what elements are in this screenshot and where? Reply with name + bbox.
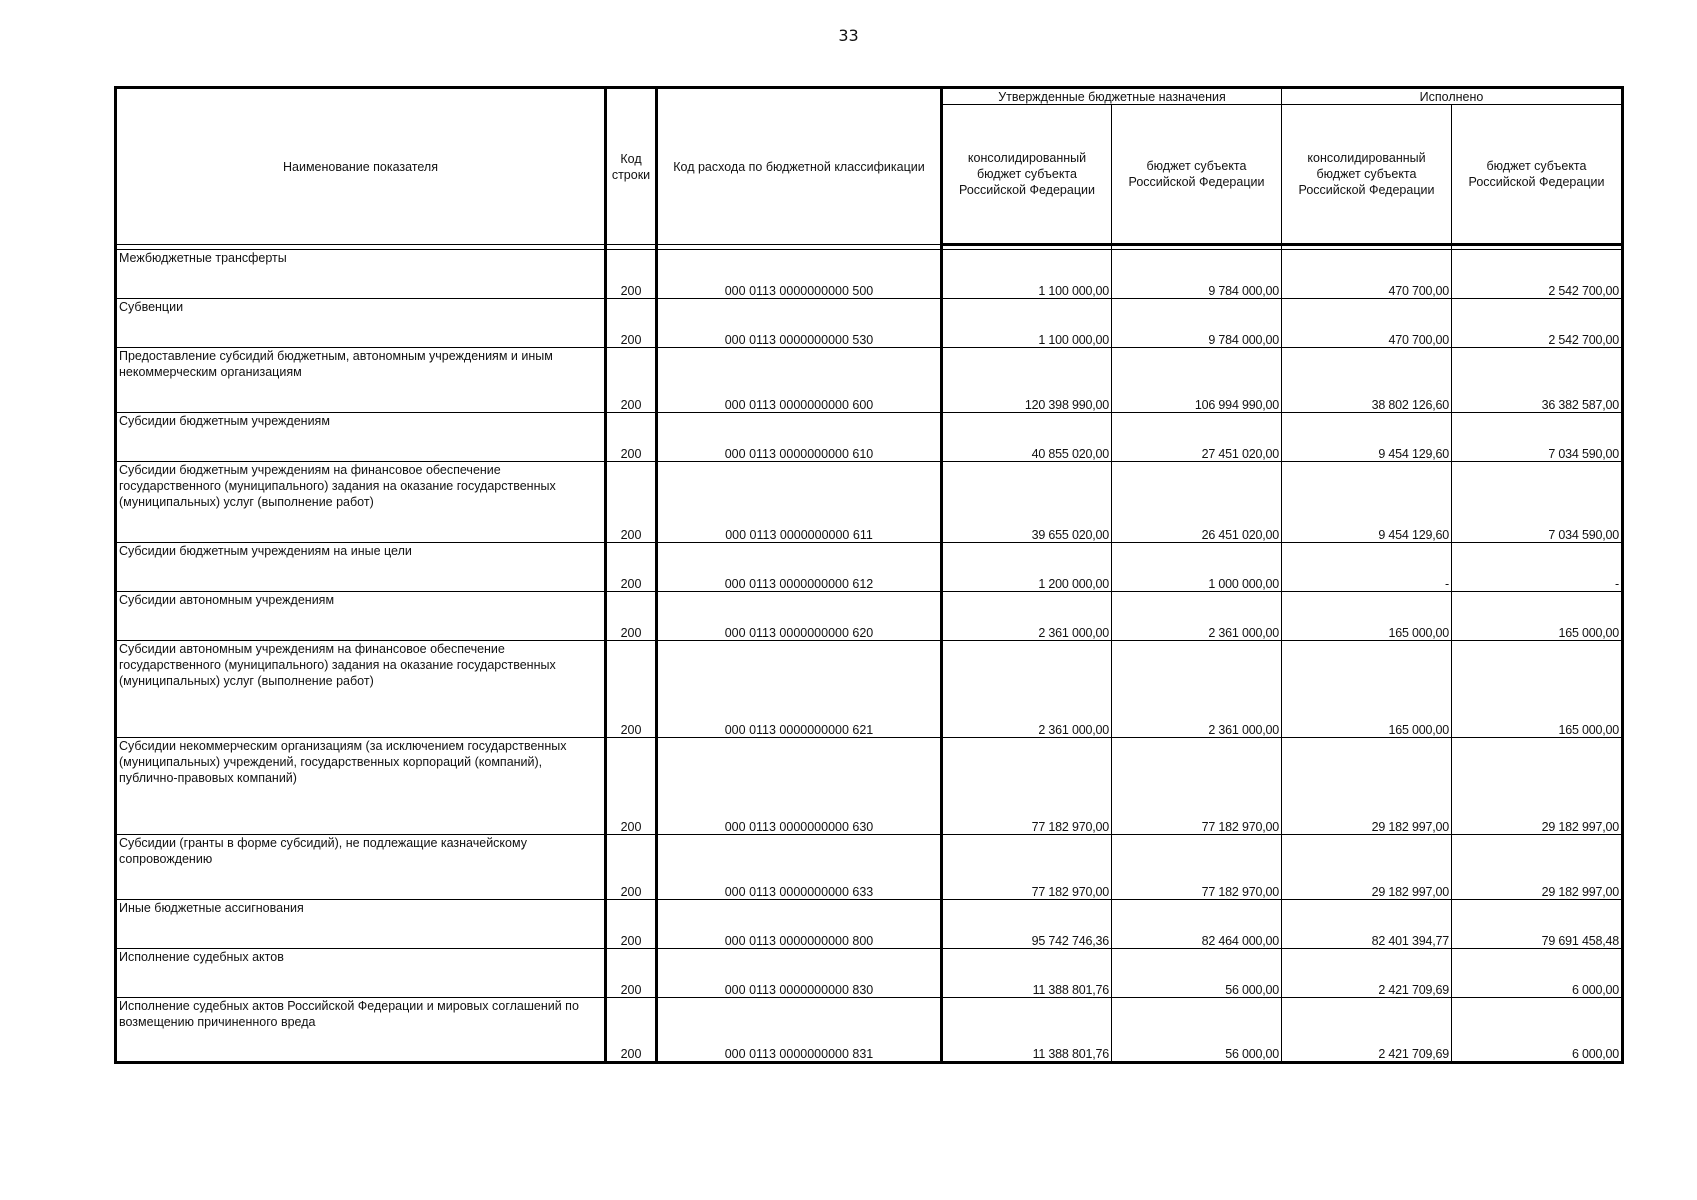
row-name-cell: Межбюджетные трансферты: [116, 250, 606, 299]
row-executed-consolidated-cell: 2 421 709,69: [1282, 949, 1452, 998]
row-name-cell: Исполнение судебных актов Российской Федерации и мировых соглашений по возмещению причиненного вреда: [116, 998, 606, 1063]
row-approved-subject-cell: 9 784 000,00: [1112, 250, 1282, 299]
header-row-code: [606, 88, 657, 245]
row-executed-subject-cell: -: [1452, 543, 1623, 592]
row-name-cell: Иные бюджетные ассигнования: [116, 900, 606, 949]
row-approved-subject-cell: 2 361 000,00: [1112, 592, 1282, 641]
row-line-code-cell: 200: [606, 250, 657, 299]
row-approved-subject-cell: 9 784 000,00: [1112, 299, 1282, 348]
row-line-code-cell: 200: [606, 462, 657, 543]
header-text-line: Российской Федерации: [1128, 175, 1265, 189]
row-approved-subject-cell: 27 451 020,00: [1112, 413, 1282, 462]
row-approved-consolidated-cell: 120 398 990,00: [942, 348, 1112, 413]
row-budget-code-cell: 000 0113 0000000000 612: [657, 543, 942, 592]
row-line-code-cell: 200: [606, 949, 657, 998]
row-executed-consolidated-cell: 165 000,00: [1282, 641, 1452, 738]
header-group-executed: Исполнено: [1282, 88, 1623, 105]
table-row: [116, 738, 1623, 835]
row-line-code-cell: 200: [606, 998, 657, 1063]
header-text-line: консолидированный: [967, 151, 1087, 165]
row-name-cell: Исполнение судебных актов: [116, 949, 606, 998]
row-approved-subject-cell: 77 182 970,00: [1112, 738, 1282, 835]
row-budget-code-cell: 000 0113 0000000000 633: [657, 835, 942, 900]
table-row: [116, 998, 1623, 1063]
row-budget-code-cell: 000 0113 0000000000 800: [657, 900, 942, 949]
row-executed-consolidated-cell: 82 401 394,77: [1282, 900, 1452, 949]
header-text-line: Российской Федерации: [959, 183, 1095, 197]
row-approved-consolidated-cell: 2 361 000,00: [942, 641, 1112, 738]
table-row: [116, 299, 1623, 348]
row-executed-consolidated-cell: 9 454 129,60: [1282, 462, 1452, 543]
row-approved-subject-cell: 56 000,00: [1112, 949, 1282, 998]
row-executed-subject-cell: 6 000,00: [1452, 949, 1623, 998]
row-approved-consolidated-cell: 1 100 000,00: [942, 250, 1112, 299]
row-name-cell: Субвенции: [116, 299, 606, 348]
table-row: [116, 592, 1623, 641]
row-approved-subject-cell: 82 464 000,00: [1112, 900, 1282, 949]
header-group-approved: Утвержденные бюджетные назначения: [942, 88, 1282, 105]
header-text-line: бюджет субъекта: [977, 167, 1077, 181]
row-line-code-cell: 200: [606, 900, 657, 949]
row-executed-subject-cell: 36 382 587,00: [1452, 348, 1623, 413]
row-executed-subject-cell: 29 182 997,00: [1452, 738, 1623, 835]
row-budget-code-cell: 000 0113 0000000000 500: [657, 250, 942, 299]
row-executed-subject-cell: 6 000,00: [1452, 998, 1623, 1063]
row-approved-subject-cell: 2 361 000,00: [1112, 641, 1282, 738]
row-approved-consolidated-cell: 77 182 970,00: [942, 738, 1112, 835]
row-line-code-cell: 200: [606, 348, 657, 413]
row-name-cell: Субсидии бюджетным учреждениям на финансовое обеспечение государственного (муниципального) задания на оказание государственных (муниципальных) услуг (выполнение работ): [116, 462, 606, 543]
row-line-code-cell: 200: [606, 835, 657, 900]
row-approved-subject-cell: 1 000 000,00: [1112, 543, 1282, 592]
row-name-cell: Субсидии некоммерческим организациям (за исключением государственных (муниципальных) учреждений, государственных корпораций (компаний), публично-правовых компаний): [116, 738, 606, 835]
row-budget-code-cell: 000 0113 0000000000 620: [657, 592, 942, 641]
row-executed-consolidated-cell: 38 802 126,60: [1282, 348, 1452, 413]
row-executed-consolidated-cell: -: [1282, 543, 1452, 592]
row-approved-subject-cell: 56 000,00: [1112, 998, 1282, 1063]
row-executed-consolidated-cell: 9 454 129,60: [1282, 413, 1452, 462]
table-row: [116, 835, 1623, 900]
header-row-code-line2: строки: [611, 167, 651, 182]
row-executed-subject-cell: 79 691 458,48: [1452, 900, 1623, 949]
row-executed-subject-cell: 165 000,00: [1452, 641, 1623, 738]
row-approved-consolidated-cell: 11 388 801,76: [942, 998, 1112, 1063]
row-name-cell: Субсидии бюджетным учреждениям на иные цели: [116, 543, 606, 592]
header-executed-consolidated: [1282, 105, 1452, 245]
row-budget-code-cell: 000 0113 0000000000 621: [657, 641, 942, 738]
page-number: 33: [838, 26, 859, 45]
table-row: [116, 543, 1623, 592]
row-executed-subject-cell: 2 542 700,00: [1452, 299, 1623, 348]
row-approved-consolidated-cell: 11 388 801,76: [942, 949, 1112, 998]
row-approved-subject-cell: 106 994 990,00: [1112, 348, 1282, 413]
row-executed-subject-cell: 2 542 700,00: [1452, 250, 1623, 299]
row-approved-subject-cell: 77 182 970,00: [1112, 835, 1282, 900]
table-row: [116, 348, 1623, 413]
table-row: [116, 462, 1623, 543]
row-name-cell: Субсидии автономным учреждениям: [116, 592, 606, 641]
row-name-cell: Субсидии бюджетным учреждениям: [116, 413, 606, 462]
row-executed-consolidated-cell: 470 700,00: [1282, 299, 1452, 348]
header-name: Наименование показателя: [116, 88, 606, 245]
row-budget-code-cell: 000 0113 0000000000 830: [657, 949, 942, 998]
header-executed-subject: [1452, 105, 1623, 245]
header-row-code-line1: Код: [620, 151, 642, 166]
row-approved-consolidated-cell: 1 100 000,00: [942, 299, 1112, 348]
header-approved-subject: [1112, 105, 1282, 245]
row-budget-code-cell: 000 0113 0000000000 611: [657, 462, 942, 543]
row-budget-code-cell: 000 0113 0000000000 831: [657, 998, 942, 1063]
row-name-cell: Субсидии (гранты в форме субсидий), не подлежащие казначейскому сопровождению: [116, 835, 606, 900]
row-executed-subject-cell: 7 034 590,00: [1452, 413, 1623, 462]
row-line-code-cell: 200: [606, 543, 657, 592]
row-line-code-cell: 200: [606, 592, 657, 641]
row-approved-consolidated-cell: 39 655 020,00: [942, 462, 1112, 543]
header-budget-code: Код расхода по бюджетной классификации: [657, 88, 942, 245]
header-text-line: консолидированный: [1307, 151, 1426, 165]
header-text-line: Российской Федерации: [1468, 175, 1605, 189]
row-line-code-cell: 200: [606, 299, 657, 348]
row-executed-consolidated-cell: 29 182 997,00: [1282, 738, 1452, 835]
row-line-code-cell: 200: [606, 413, 657, 462]
budget-expenditure-table: [114, 86, 1624, 1064]
row-approved-consolidated-cell: 95 742 746,36: [942, 900, 1112, 949]
row-approved-subject-cell: 26 451 020,00: [1112, 462, 1282, 543]
header-row-groups: [116, 88, 1623, 105]
header-text-line: бюджет субъекта: [1486, 159, 1587, 173]
row-executed-consolidated-cell: 2 421 709,69: [1282, 998, 1452, 1063]
header-text-line: бюджет субъекта: [1146, 159, 1247, 173]
row-approved-consolidated-cell: 1 200 000,00: [942, 543, 1112, 592]
row-name-cell: Субсидии автономным учреждениям на финансовое обеспечение государственного (муниципального) задания на оказание государственных (муниципальных) услуг (выполнение работ): [116, 641, 606, 738]
row-executed-consolidated-cell: 165 000,00: [1282, 592, 1452, 641]
header-text-line: Российской Федерации: [1298, 183, 1435, 197]
table-row: [116, 641, 1623, 738]
table-row: [116, 250, 1623, 299]
row-executed-subject-cell: 7 034 590,00: [1452, 462, 1623, 543]
row-executed-subject-cell: 165 000,00: [1452, 592, 1623, 641]
row-budget-code-cell: 000 0113 0000000000 630: [657, 738, 942, 835]
row-budget-code-cell: 000 0113 0000000000 530: [657, 299, 942, 348]
header-text-line: бюджет субъекта: [1316, 167, 1417, 181]
row-executed-subject-cell: 29 182 997,00: [1452, 835, 1623, 900]
row-budget-code-cell: 000 0113 0000000000 610: [657, 413, 942, 462]
table-row: [116, 949, 1623, 998]
row-executed-consolidated-cell: 470 700,00: [1282, 250, 1452, 299]
row-line-code-cell: 200: [606, 641, 657, 738]
table-row: [116, 413, 1623, 462]
table-body: [116, 245, 1623, 1063]
header-approved-consolidated: [942, 105, 1112, 245]
row-approved-consolidated-cell: 77 182 970,00: [942, 835, 1112, 900]
row-approved-consolidated-cell: 40 855 020,00: [942, 413, 1112, 462]
row-budget-code-cell: 000 0113 0000000000 600: [657, 348, 942, 413]
row-line-code-cell: 200: [606, 738, 657, 835]
row-approved-consolidated-cell: 2 361 000,00: [942, 592, 1112, 641]
table-row: [116, 900, 1623, 949]
row-name-cell: Предоставление субсидий бюджетным, автономным учреждениям и иным некоммерческим организациям: [116, 348, 606, 413]
row-executed-consolidated-cell: 29 182 997,00: [1282, 835, 1452, 900]
